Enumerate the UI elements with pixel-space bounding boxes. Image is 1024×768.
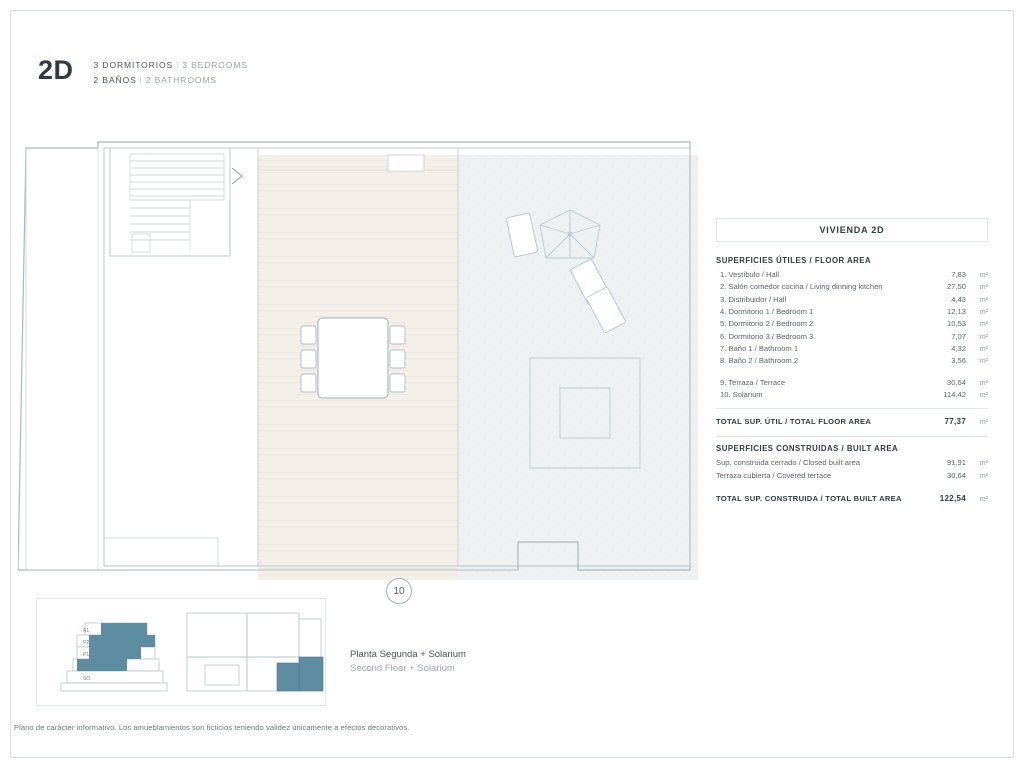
divider bbox=[716, 408, 988, 409]
bathrooms-line bbox=[94, 73, 248, 88]
svg-text:A1: A1 bbox=[83, 628, 90, 634]
outdoor-unit: m² bbox=[979, 391, 988, 399]
total-built-area-value: 122,54 bbox=[939, 493, 966, 503]
header bbox=[38, 55, 248, 88]
disclaimer-text: Plano de carácter informativo. Los amueblamientos son ficticios teniendo validez únicamente a efectos decorativos. bbox=[14, 723, 410, 732]
table-row bbox=[716, 318, 988, 330]
room-area: 7,07 bbox=[951, 331, 966, 341]
built-label: Terraza cubierta / Covered terrace bbox=[716, 470, 832, 480]
bedrooms-en: 3 BEDROOMS bbox=[182, 60, 248, 70]
total-floor-area-value: 77,37 bbox=[944, 417, 966, 427]
svg-text:P1: P1 bbox=[83, 652, 90, 658]
built-unit: m² bbox=[979, 460, 988, 468]
room-number-10: 10 bbox=[386, 578, 412, 604]
outdoor-area: 30,64 bbox=[946, 377, 966, 387]
room-label: 3. Distribuidor / Hall bbox=[720, 294, 787, 304]
room-unit: m² bbox=[979, 333, 988, 341]
room-label: 1. Vestíbulo / Hall bbox=[720, 270, 780, 279]
table-title: VIVIENDA 2D bbox=[716, 218, 988, 242]
room-area: 4,32 bbox=[951, 343, 966, 353]
table-row bbox=[716, 389, 988, 401]
room-unit: m² bbox=[979, 321, 988, 329]
room-label: 8. Baño 2 / Bathroom 2 bbox=[720, 356, 799, 366]
divider bbox=[716, 436, 988, 437]
room-area: 12,13 bbox=[946, 306, 966, 316]
table-row bbox=[716, 281, 988, 293]
table-row bbox=[716, 294, 988, 306]
table-row bbox=[716, 343, 988, 355]
room-unit: m² bbox=[979, 272, 988, 279]
built-label: Sup. construida cerrado / Closed built area bbox=[716, 458, 860, 468]
total-floor-area-label: TOTAL SUP. ÚTIL / TOTAL FLOOR AREA bbox=[716, 417, 872, 427]
room-area: 27,50 bbox=[946, 282, 966, 292]
built-area: 91,91 bbox=[946, 458, 966, 468]
room-unit: m² bbox=[979, 284, 988, 292]
table-body bbox=[716, 256, 988, 506]
total-floor-area-row bbox=[716, 416, 988, 429]
areas-table bbox=[716, 218, 988, 506]
built-area: 30,64 bbox=[946, 470, 966, 480]
spacer bbox=[716, 482, 988, 493]
svg-text:P2: P2 bbox=[83, 640, 90, 646]
room-area: 3,56 bbox=[951, 356, 966, 366]
floor-plan-drawing bbox=[18, 130, 698, 600]
section-floor-area-heading: SUPERFICIES ÚTILES / FLOOR AREA bbox=[716, 256, 872, 265]
room-label: 2. Salón comedor cocina / Living dinning kitchen bbox=[720, 282, 883, 292]
key-plan bbox=[36, 598, 326, 706]
room-unit: m² bbox=[979, 358, 988, 366]
table-row bbox=[716, 457, 988, 469]
room-area: 4,43 bbox=[951, 294, 966, 304]
room-unit: m² bbox=[979, 345, 988, 353]
room-label: 4. Dormitorio 1 / Bedroom 1 bbox=[720, 306, 814, 316]
built-unit: m² bbox=[979, 472, 988, 480]
table-row bbox=[716, 377, 988, 389]
total-built-area-row bbox=[716, 493, 988, 506]
key-plan-caption-es: Planta Segunda + Solarium bbox=[350, 649, 466, 660]
section-built-area-heading: SUPERFICIES CONSTRUIDAS / BUILT AREA bbox=[716, 444, 899, 454]
room-unit: m² bbox=[979, 308, 988, 316]
svg-text:SO: SO bbox=[83, 676, 91, 682]
svg-text:PB: PB bbox=[83, 664, 90, 670]
spacer bbox=[716, 368, 988, 377]
room-area: 10,53 bbox=[946, 319, 966, 329]
total-built-area-label: TOTAL SUP. CONSTRUIDA / TOTAL BUILT AREA bbox=[716, 493, 902, 503]
table-row bbox=[716, 269, 988, 281]
total-floor-area-unit: m² bbox=[979, 419, 988, 427]
outdoor-unit: m² bbox=[979, 379, 988, 387]
bathrooms-separator: | bbox=[139, 74, 143, 85]
room-area: 7,83 bbox=[951, 270, 966, 279]
room-unit: m² bbox=[979, 296, 988, 304]
table-row bbox=[716, 306, 988, 318]
outdoor-area: 114,42 bbox=[943, 389, 966, 399]
key-plan-caption bbox=[350, 648, 466, 676]
total-built-area-unit: m² bbox=[979, 495, 988, 503]
key-plan-caption-en: Second Floor + Solarium bbox=[350, 662, 455, 674]
outdoor-label: 10. Solarium bbox=[720, 389, 763, 399]
outdoor-label: 9. Terraza / Terrace bbox=[720, 377, 786, 387]
table-row bbox=[716, 331, 988, 343]
bedrooms-separator: | bbox=[176, 60, 180, 70]
unit-spec bbox=[94, 55, 248, 88]
bedrooms-es: 3 DORMITORIOS bbox=[93, 60, 174, 70]
bathrooms-en: 2 BATHROOMS bbox=[145, 74, 217, 85]
unit-code: 2D bbox=[38, 55, 74, 85]
room-label: 6. Dormitorio 3 / Bedroom 3 bbox=[720, 331, 814, 341]
room-label: 5. Dormitorio 2 / Bedroom 2 bbox=[720, 319, 814, 329]
table-row bbox=[716, 355, 988, 367]
bedrooms-line bbox=[94, 58, 248, 73]
table-row bbox=[716, 470, 988, 482]
room-label: 7. Baño 1 / Bathroom 1 bbox=[720, 343, 799, 353]
bathrooms-es: 2 BAÑOS bbox=[93, 74, 137, 85]
